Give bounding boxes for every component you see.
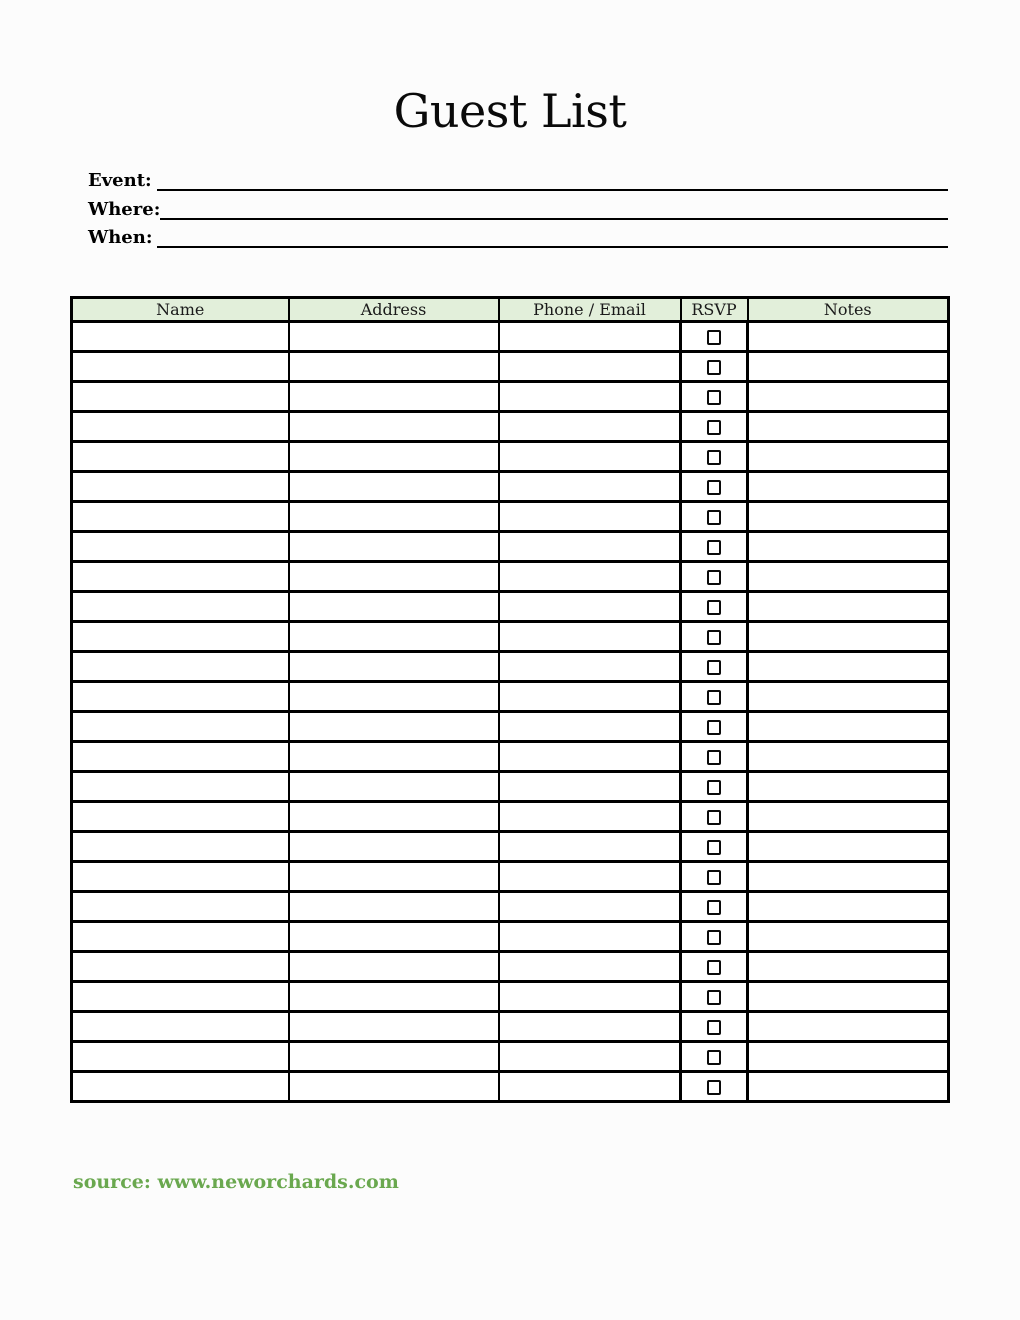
rsvp-checkbox[interactable] bbox=[707, 570, 721, 585]
rsvp-checkbox[interactable] bbox=[707, 660, 721, 675]
rsvp-checkbox[interactable] bbox=[707, 330, 721, 345]
cell-notes[interactable] bbox=[748, 952, 949, 982]
rsvp-checkbox[interactable] bbox=[707, 930, 721, 945]
cell-phone-email[interactable] bbox=[499, 1072, 681, 1102]
where-input-line[interactable] bbox=[160, 200, 948, 220]
cell-phone-email[interactable] bbox=[499, 862, 681, 892]
rsvp-checkbox[interactable] bbox=[707, 1050, 721, 1065]
rsvp-checkbox[interactable] bbox=[707, 870, 721, 885]
cell-phone-email[interactable] bbox=[499, 802, 681, 832]
cell-phone-email[interactable] bbox=[499, 772, 681, 802]
table-row bbox=[72, 532, 949, 562]
cell-phone-email[interactable] bbox=[499, 592, 681, 622]
rsvp-checkbox[interactable] bbox=[707, 540, 721, 555]
cell-rsvp[interactable] bbox=[681, 1012, 748, 1042]
field-event bbox=[88, 171, 948, 191]
event-input-line[interactable] bbox=[157, 171, 948, 191]
cell-notes[interactable] bbox=[748, 322, 949, 352]
cell-notes[interactable] bbox=[748, 1012, 949, 1042]
cell-notes[interactable] bbox=[748, 622, 949, 652]
rsvp-checkbox[interactable] bbox=[707, 780, 721, 795]
cell-name[interactable] bbox=[72, 832, 289, 862]
cell-notes[interactable] bbox=[748, 352, 949, 382]
cell-address[interactable] bbox=[289, 1042, 499, 1072]
cell-rsvp[interactable] bbox=[681, 382, 748, 412]
cell-phone-email[interactable] bbox=[499, 442, 681, 472]
cell-phone-email[interactable] bbox=[499, 952, 681, 982]
cell-address[interactable] bbox=[289, 322, 499, 352]
source-credit: source: www.neworchards.com bbox=[73, 1171, 399, 1193]
cell-rsvp[interactable] bbox=[681, 1042, 748, 1072]
page-title: Guest List bbox=[393, 84, 627, 138]
cell-notes[interactable] bbox=[748, 712, 949, 742]
cell-notes[interactable] bbox=[748, 802, 949, 832]
table-row bbox=[72, 952, 949, 982]
rsvp-checkbox[interactable] bbox=[707, 480, 721, 495]
table-row bbox=[72, 982, 949, 1012]
cell-notes[interactable] bbox=[748, 682, 949, 712]
cell-address[interactable] bbox=[289, 1072, 499, 1102]
cell-rsvp[interactable] bbox=[681, 352, 748, 382]
cell-name[interactable] bbox=[72, 772, 289, 802]
rsvp-checkbox[interactable] bbox=[707, 1080, 721, 1095]
cell-address[interactable] bbox=[289, 382, 499, 412]
event-info-fields bbox=[88, 171, 948, 257]
table-row bbox=[72, 382, 949, 412]
rsvp-checkbox[interactable] bbox=[707, 720, 721, 735]
cell-address[interactable] bbox=[289, 442, 499, 472]
cell-address[interactable] bbox=[289, 742, 499, 772]
cell-address[interactable] bbox=[289, 622, 499, 652]
rsvp-checkbox[interactable] bbox=[707, 450, 721, 465]
column-header-rsvp: RSVP bbox=[681, 298, 748, 322]
cell-phone-email[interactable] bbox=[499, 502, 681, 532]
cell-phone-email[interactable] bbox=[499, 922, 681, 952]
cell-name[interactable] bbox=[72, 442, 289, 472]
cell-address[interactable] bbox=[289, 532, 499, 562]
cell-rsvp[interactable] bbox=[681, 1072, 748, 1102]
cell-address[interactable] bbox=[289, 892, 499, 922]
table-row bbox=[72, 352, 949, 382]
cell-rsvp[interactable] bbox=[681, 412, 748, 442]
table-row bbox=[72, 742, 949, 772]
table-row bbox=[72, 1042, 949, 1072]
table-row bbox=[72, 412, 949, 442]
rsvp-checkbox[interactable] bbox=[707, 510, 721, 525]
cell-name[interactable] bbox=[72, 712, 289, 742]
cell-name[interactable] bbox=[72, 352, 289, 382]
column-header-phone-email: Phone / Email bbox=[499, 298, 681, 322]
table-row bbox=[72, 442, 949, 472]
cell-rsvp[interactable] bbox=[681, 472, 748, 502]
event-label: Event: bbox=[88, 170, 152, 191]
cell-rsvp[interactable] bbox=[681, 862, 748, 892]
cell-name[interactable] bbox=[72, 862, 289, 892]
guest-list-table bbox=[70, 296, 950, 1103]
cell-address[interactable] bbox=[289, 952, 499, 982]
cell-address[interactable] bbox=[289, 922, 499, 952]
cell-rsvp[interactable] bbox=[681, 502, 748, 532]
cell-name[interactable] bbox=[72, 742, 289, 772]
table-row bbox=[72, 862, 949, 892]
cell-notes[interactable] bbox=[748, 1072, 949, 1102]
cell-phone-email[interactable] bbox=[499, 892, 681, 922]
cell-phone-email[interactable] bbox=[499, 562, 681, 592]
cell-notes[interactable] bbox=[748, 502, 949, 532]
cell-phone-email[interactable] bbox=[499, 982, 681, 1012]
field-where bbox=[88, 200, 948, 220]
rsvp-checkbox[interactable] bbox=[707, 360, 721, 375]
cell-phone-email[interactable] bbox=[499, 1012, 681, 1042]
when-input-line[interactable] bbox=[157, 228, 948, 248]
cell-name[interactable] bbox=[72, 562, 289, 592]
table-row bbox=[72, 922, 949, 952]
cell-name[interactable] bbox=[72, 1042, 289, 1072]
cell-address[interactable] bbox=[289, 412, 499, 442]
cell-name[interactable] bbox=[72, 412, 289, 442]
cell-notes[interactable] bbox=[748, 742, 949, 772]
cell-rsvp[interactable] bbox=[681, 982, 748, 1012]
cell-phone-email[interactable] bbox=[499, 1042, 681, 1072]
cell-address[interactable] bbox=[289, 802, 499, 832]
rsvp-checkbox[interactable] bbox=[707, 390, 721, 405]
cell-notes[interactable] bbox=[748, 442, 949, 472]
cell-name[interactable] bbox=[72, 622, 289, 652]
cell-notes[interactable] bbox=[748, 472, 949, 502]
cell-name[interactable] bbox=[72, 1072, 289, 1102]
cell-address[interactable] bbox=[289, 832, 499, 862]
table-row bbox=[72, 592, 949, 622]
where-label: Where: bbox=[88, 198, 161, 220]
cell-notes[interactable] bbox=[748, 412, 949, 442]
cell-notes[interactable] bbox=[748, 772, 949, 802]
table-row bbox=[72, 832, 949, 862]
cell-rsvp[interactable] bbox=[681, 772, 748, 802]
cell-name[interactable] bbox=[72, 322, 289, 352]
cell-rsvp[interactable] bbox=[681, 322, 748, 352]
column-header-address: Address bbox=[289, 298, 499, 322]
cell-phone-email[interactable] bbox=[499, 832, 681, 862]
table-header-row bbox=[72, 298, 949, 322]
cell-notes[interactable] bbox=[748, 532, 949, 562]
rsvp-checkbox[interactable] bbox=[707, 900, 721, 915]
cell-name[interactable] bbox=[72, 592, 289, 622]
cell-rsvp[interactable] bbox=[681, 922, 748, 952]
cell-address[interactable] bbox=[289, 652, 499, 682]
cell-rsvp[interactable] bbox=[681, 622, 748, 652]
cell-rsvp[interactable] bbox=[681, 742, 748, 772]
cell-phone-email[interactable] bbox=[499, 682, 681, 712]
table-body bbox=[72, 322, 949, 1102]
table-row bbox=[72, 802, 949, 832]
cell-phone-email[interactable] bbox=[499, 532, 681, 562]
cell-address[interactable] bbox=[289, 772, 499, 802]
cell-notes[interactable] bbox=[748, 892, 949, 922]
cell-rsvp[interactable] bbox=[681, 652, 748, 682]
cell-notes[interactable] bbox=[748, 862, 949, 892]
cell-phone-email[interactable] bbox=[499, 352, 681, 382]
rsvp-checkbox[interactable] bbox=[707, 690, 721, 705]
rsvp-checkbox[interactable] bbox=[707, 630, 721, 645]
cell-rsvp[interactable] bbox=[681, 832, 748, 862]
cell-phone-email[interactable] bbox=[499, 622, 681, 652]
cell-address[interactable] bbox=[289, 1012, 499, 1042]
rsvp-checkbox[interactable] bbox=[707, 420, 721, 435]
cell-phone-email[interactable] bbox=[499, 412, 681, 442]
table-row bbox=[72, 502, 949, 532]
cell-phone-email[interactable] bbox=[499, 712, 681, 742]
table-row bbox=[72, 322, 949, 352]
column-header-name: Name bbox=[72, 298, 289, 322]
cell-name[interactable] bbox=[72, 682, 289, 712]
table-row bbox=[72, 652, 949, 682]
cell-rsvp[interactable] bbox=[681, 532, 748, 562]
cell-notes[interactable] bbox=[748, 562, 949, 592]
cell-rsvp[interactable] bbox=[681, 562, 748, 592]
rsvp-checkbox[interactable] bbox=[707, 1020, 721, 1035]
cell-address[interactable] bbox=[289, 562, 499, 592]
cell-phone-email[interactable] bbox=[499, 742, 681, 772]
cell-rsvp[interactable] bbox=[681, 892, 748, 922]
rsvp-checkbox[interactable] bbox=[707, 810, 721, 825]
cell-rsvp[interactable] bbox=[681, 952, 748, 982]
cell-notes[interactable] bbox=[748, 832, 949, 862]
table-row bbox=[72, 892, 949, 922]
field-when bbox=[88, 228, 948, 248]
table-row bbox=[72, 712, 949, 742]
cell-name[interactable] bbox=[72, 892, 289, 922]
cell-name[interactable] bbox=[72, 502, 289, 532]
cell-notes[interactable] bbox=[748, 1042, 949, 1072]
cell-name[interactable] bbox=[72, 472, 289, 502]
table-row bbox=[72, 772, 949, 802]
cell-address[interactable] bbox=[289, 682, 499, 712]
rsvp-checkbox[interactable] bbox=[707, 960, 721, 975]
cell-address[interactable] bbox=[289, 352, 499, 382]
cell-name[interactable] bbox=[72, 952, 289, 982]
cell-rsvp[interactable] bbox=[681, 592, 748, 622]
cell-address[interactable] bbox=[289, 712, 499, 742]
cell-phone-email[interactable] bbox=[499, 322, 681, 352]
cell-address[interactable] bbox=[289, 592, 499, 622]
table-row bbox=[72, 472, 949, 502]
cell-name[interactable] bbox=[72, 1012, 289, 1042]
table-row bbox=[72, 622, 949, 652]
cell-notes[interactable] bbox=[748, 652, 949, 682]
rsvp-checkbox[interactable] bbox=[707, 600, 721, 615]
cell-rsvp[interactable] bbox=[681, 802, 748, 832]
cell-notes[interactable] bbox=[748, 982, 949, 1012]
cell-phone-email[interactable] bbox=[499, 652, 681, 682]
cell-phone-email[interactable] bbox=[499, 382, 681, 412]
cell-address[interactable] bbox=[289, 982, 499, 1012]
cell-notes[interactable] bbox=[748, 592, 949, 622]
cell-rsvp[interactable] bbox=[681, 682, 748, 712]
cell-name[interactable] bbox=[72, 802, 289, 832]
cell-notes[interactable] bbox=[748, 382, 949, 412]
cell-notes[interactable] bbox=[748, 922, 949, 952]
table-row bbox=[72, 1072, 949, 1102]
cell-address[interactable] bbox=[289, 472, 499, 502]
cell-phone-email[interactable] bbox=[499, 472, 681, 502]
table-row bbox=[72, 682, 949, 712]
rsvp-checkbox[interactable] bbox=[707, 840, 721, 855]
table-row bbox=[72, 1012, 949, 1042]
column-header-notes: Notes bbox=[748, 298, 949, 322]
cell-address[interactable] bbox=[289, 862, 499, 892]
table-row bbox=[72, 562, 949, 592]
when-label: When: bbox=[88, 227, 153, 248]
cell-rsvp[interactable] bbox=[681, 712, 748, 742]
cell-name[interactable] bbox=[72, 382, 289, 412]
cell-rsvp[interactable] bbox=[681, 442, 748, 472]
cell-address[interactable] bbox=[289, 502, 499, 532]
cell-name[interactable] bbox=[72, 532, 289, 562]
rsvp-checkbox[interactable] bbox=[707, 750, 721, 765]
cell-name[interactable] bbox=[72, 982, 289, 1012]
rsvp-checkbox[interactable] bbox=[707, 990, 721, 1005]
cell-name[interactable] bbox=[72, 922, 289, 952]
cell-name[interactable] bbox=[72, 652, 289, 682]
